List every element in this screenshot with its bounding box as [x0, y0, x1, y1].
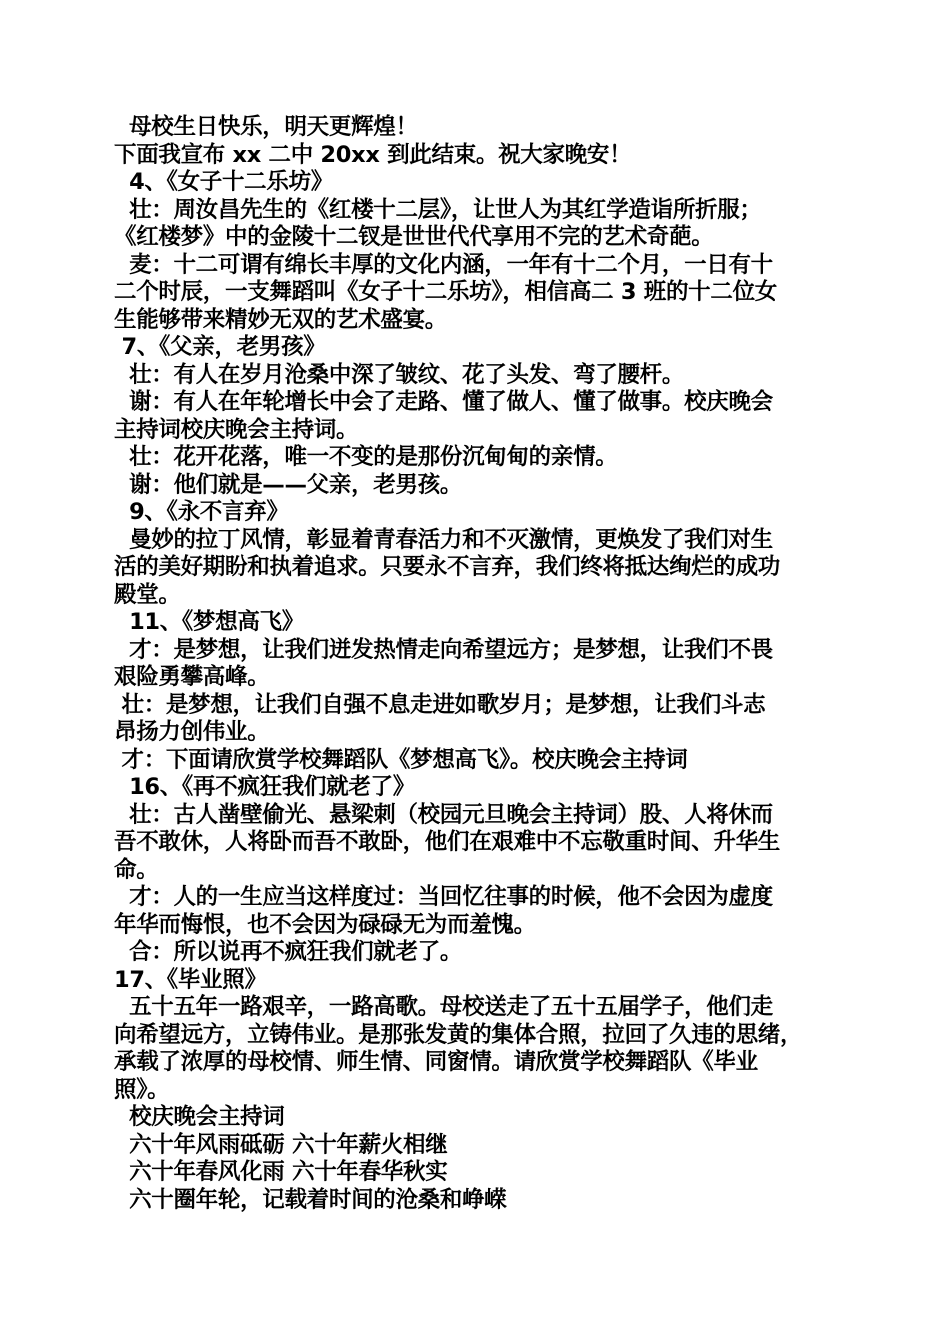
text-line: 生能够带来精妙无双的艺术盛宴。	[114, 306, 448, 333]
text-line: 曼妙的拉丁风情，彰显着青春活力和不灭激情，更焕发了我们对生	[114, 526, 773, 553]
text-line: 壮：有人在岁月沧桑中深了皱纹、花了头发、弯了腰杆。	[114, 361, 685, 388]
text-line: 六十圈年轮，记载着时间的沧桑和峥嵘	[114, 1186, 507, 1213]
text-line: 吾不敢休，人将卧而吾不敢卧，他们在艰难中不忘敬重时间、升华生	[114, 829, 781, 855]
text-line: 才：下面请欣赏学校舞蹈队《梦想高飞》。校庆晚会主持词	[114, 746, 688, 773]
text-line: 合：所以说再不疯狂我们就老了。	[114, 939, 463, 965]
text-line: 向希望远方，立铸伟业。是那张发黄的集体合照，拉回了久违的思绪，	[114, 1021, 803, 1048]
text-line: 殿堂。	[114, 581, 181, 608]
text-line: 下面我宣布 xx 二中 20xx 到此结束。祝大家晚安！	[114, 141, 632, 168]
text-line: 年华而悔恨，也不会因为碌碌无为而羞愧。	[114, 911, 536, 938]
text-line: 谢：有人在年轮增长中会了走路、懂了做人、懂了做事。校庆晚会	[114, 389, 773, 415]
text-line: 昂扬力创伟业。	[114, 719, 270, 745]
text-line: 五十五年一路艰辛，一路高歌。母校送走了五十五届学子，他们走	[114, 994, 773, 1020]
text-line: 艰险勇攀高峰。	[114, 664, 270, 690]
text-line: 二个时辰，一支舞蹈叫《女子十二乐坊》，相信高二 3 班的十二位女	[114, 279, 777, 305]
text-line: 照》。	[114, 1076, 170, 1103]
text-line: 承载了浓厚的母校情、师生情、同窗情。请欣赏学校舞蹈队《毕业	[114, 1049, 758, 1075]
section-heading: 11、《梦想高飞》	[114, 609, 304, 635]
text-line: 主持词校庆晚会主持词。	[114, 416, 359, 443]
section-heading: 16、《再不疯狂我们就老了》	[114, 774, 415, 800]
text-line: 壮：是梦想，让我们自强不息走进如歌岁月；是梦想，让我们斗志	[114, 691, 766, 718]
text-line: 活的美好期盼和执着追求。只要永不言弃，我们终将抵达绚烂的成功	[114, 554, 781, 580]
text-line: 谢：他们就是——父亲，老男孩。	[114, 471, 463, 498]
section-heading: 9、《永不言弃》	[114, 499, 289, 525]
text-line: 母校生日快乐，明天更辉煌！	[114, 114, 418, 140]
section-heading: 17、《毕业照》	[114, 966, 267, 993]
text-line: 壮：古人凿壁偷光、悬梁刺（校园元旦晚会主持词）股、人将休而	[114, 801, 773, 828]
text-line: 麦：十二可谓有绵长丰厚的文化内涵，一年有十二个月，一日有十	[114, 251, 773, 278]
text-line: 《红楼梦》中的金陵十二钗是世世代代享用不完的艺术奇葩。	[114, 224, 714, 250]
text-line: 六十年春风化雨 六十年春华秋实	[114, 1159, 448, 1185]
text-line: 才：是梦想，让我们迸发热情走向希望远方；是梦想，让我们不畏	[114, 636, 773, 663]
section-heading: 4、《女子十二乐坊》	[114, 169, 333, 195]
text-line: 命。	[114, 856, 159, 883]
text-line: 校庆晚会主持词	[114, 1104, 285, 1130]
document-body	[114, 114, 844, 1214]
text-line: 才：人的一生应当这样度过：当回忆往事的时候，他不会因为虚度	[114, 884, 773, 910]
text-line: 六十年风雨砥砺 六十年薪火相继	[114, 1131, 448, 1158]
text-line: 壮：花开花落，唯一不变的是那份沉甸甸的亲情。	[114, 444, 618, 470]
section-heading: 7、《父亲，老男孩》	[114, 334, 326, 360]
text-line: 壮：周汝昌先生的《红楼十二层》，让世人为其红学造诣所折服；	[114, 196, 762, 223]
